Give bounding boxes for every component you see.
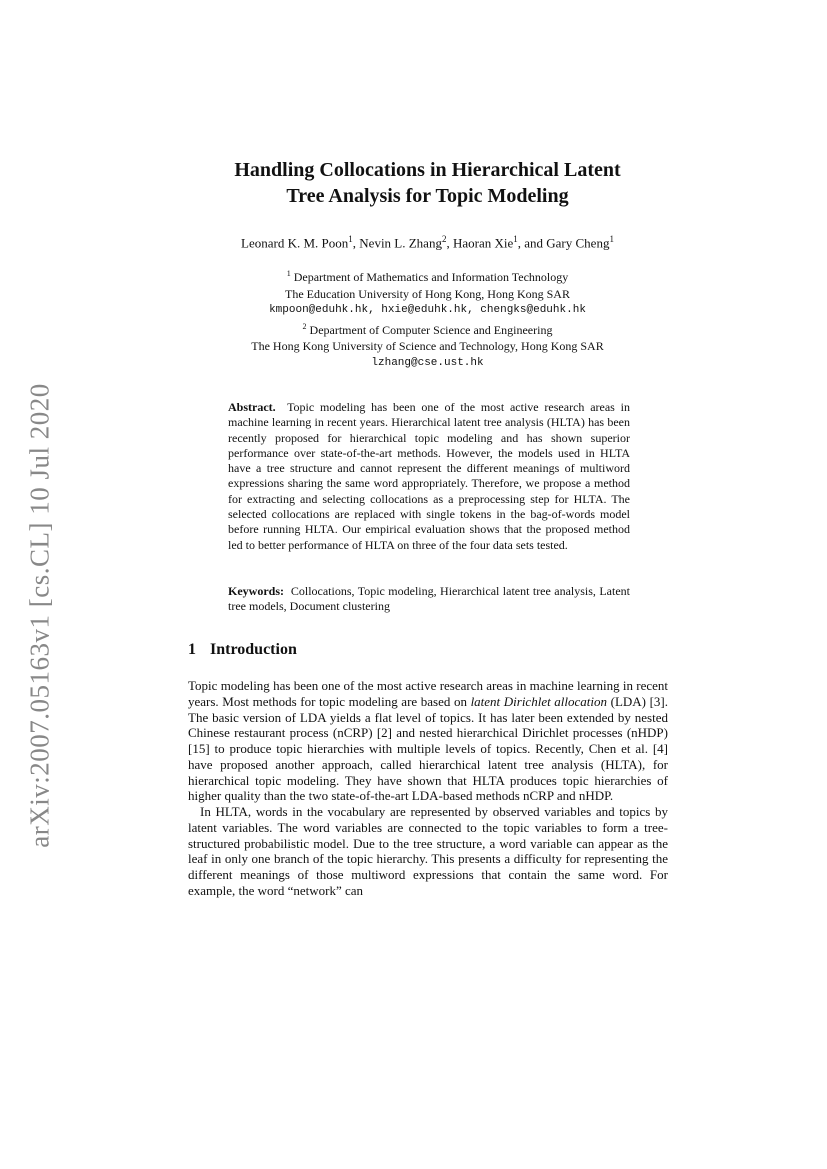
author-separator: , [446,235,453,251]
author-name: Leonard K. M. Poon [241,235,349,251]
affiliations [150,266,705,372]
keywords-text: Collocations, Topic modeling, Hierarchical latent tree analysis, Latent tree models, Document clustering [228,584,631,614]
paragraph: Topic modeling has been one of the most active research areas in machine learning in recent years. Most methods for topic modeling are based on latent Dirichlet allocation (LDA) [3]. The basic version of LDA yields a flat level of topics. It has later been extended by nested Chinese restaurant process (nCRP) [2] and nested hierarchical Dirichlet processes (nHDP) [15] to produce topic hierarchies with multiple levels of topics. Recently, Chen et al. [4] have proposed another approach, called hierarchical latent tree analysis (HLTA), for hierarchical topic modeling. They have shown that HLTA produces topic hierarchies of higher quality than the two state-of-the-art LDA-based methods nCRP and nHDP. [188,678,668,804]
paragraph: In HLTA, words in the vocabulary are represented by observed variables and topics by latent variables. The word variables are connected to the topic variables to form a tree-structured probabilistic model. Due to the tree structure, a word variable can appear as the leaf in only one branch of the topic hierarchy. This presents a difficulty for representing the different meanings of those multiword expressions that contain the same word. For example, the word “network” can [188,804,668,898]
affiliation-1-dept: $^1$ Department of Mathematics and Information Technology [286,269,569,284]
section-title: Introduction [210,641,297,658]
affiliation-1-univ: The Education University of Hong Kong, Hong Kong SAR [285,286,570,301]
abstract [228,400,630,553]
abstract-text: Topic modeling has been one of the most active research areas in machine learning in recent years. Hierarchical latent tree analysis (HLTA) has been recently proposed for hierarchical topic modeling and has shown superior performance over state-of-the-art methods. However, the models used in HLTA have a tree structure and cannot represent the different meanings of multiword expressions sharing the same word appropriately. Therefore, we propose a method for extracting and selecting collocations as a preprocessing step for HLTA. The selected collocations are replaced with single tokens in the bag-of-words model before running HLTA. Our empirical evaluation shows that the proposed method led to better performance of HLTA on three of the four data sets tested. [228,400,630,552]
author-name: Haoran Xie [452,235,514,251]
arxiv-identifier-text: arXiv:2007.05163v1 [cs.CL] 10 Jul 2020 [24,382,55,848]
affiliation-2-email[interactable]: lzhang@cse.ust.hk [371,356,484,369]
author-separator: , [352,235,360,251]
abstract-label: Abstract. [228,400,276,414]
author-list [150,234,705,251]
affiliation-2-mark: 2 [302,321,307,331]
affiliation-2-univ: The Hong Kong University of Science and Technology, Hong Kong SAR [251,339,604,354]
author-name: Nevin L. Zhang [359,235,442,251]
author-affil-mark: 1 [513,234,518,244]
author-separator: , and [517,235,547,251]
title-line-1: Handling Collocations in Hierarchical Latent [234,159,621,181]
title-line-2: Tree Analysis for Topic Modeling [286,185,569,207]
affiliation-1-mark: 1 [286,269,291,278]
author-name: Gary Cheng [546,235,610,251]
emphasis-text: latent Dirichlet allocation [470,693,608,709]
introduction-body [188,678,668,899]
section-heading [188,641,297,659]
arxiv-identifier-stamp [18,375,62,855]
paper-title [150,157,705,209]
affiliation-2-dept: $^2$ Department of Computer Science and Engineering [302,321,553,337]
keywords [228,584,630,615]
author-affil-mark: 2 [441,234,447,244]
keywords-label: Keywords: [228,584,284,598]
author-affil-mark: 1 [348,234,353,244]
affiliation-1-emails[interactable]: kmpoon@eduhk.hk, hxie@eduhk.hk, chengks@eduhk.hk [269,304,586,317]
author-affil-mark: 1 [609,234,614,244]
section-number: 1 [188,641,196,658]
